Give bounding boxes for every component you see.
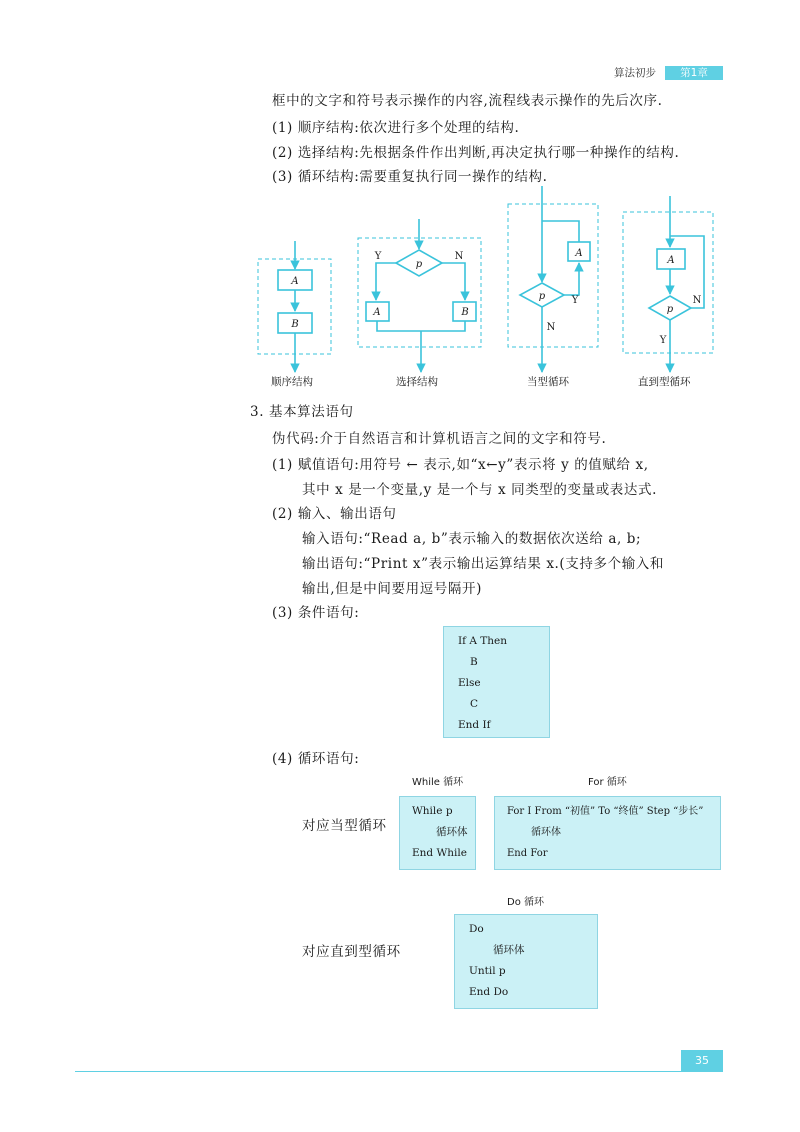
structure-sequence: (1) 顺序结构:依次进行多个处理的结构. [272,120,520,136]
code-line: End While [412,847,467,859]
until-frame [623,212,713,353]
for-box-heading: For 循环 [588,777,627,788]
sel-label-n: N [454,251,464,262]
sel-label-b: B [461,307,469,318]
code-line: Until p [469,965,506,977]
loop-heading: (4) 循环语句: [272,751,360,767]
chapter-badge: 第1章 [665,66,723,80]
code-line: B [470,656,478,668]
cond-heading: (3) 条件语句: [272,605,360,621]
code-line: 循环体 [436,826,468,838]
sel-label-p: p [415,259,423,270]
while-label-a: A [575,248,583,259]
code-line: 循环体 [531,827,561,838]
label-until-type: 对应直到型循环 [302,944,401,960]
io-heading: (2) 输入、输出语句 [272,506,397,522]
until-label-n: N [692,295,702,306]
sel-label-y: Y [374,251,382,262]
while-label-n: N [546,322,556,333]
caption-until: 直到型循环 [638,376,691,388]
code-line: Else [458,677,481,689]
code-line: 循环体 [493,944,525,956]
structure-selection: (2) 选择结构:先根据条件作出判断,再决定执行哪一种操作的结构. [272,145,680,161]
structure-loop: (3) 循环结构:需要重复执行同一操作的结构. [272,169,548,185]
while-box-heading: While 循环 [412,777,464,788]
code-line: Do [469,923,484,935]
sel-label-a: A [373,307,381,318]
seq-label-a: A [291,276,299,287]
until-label-p: p [666,304,674,315]
footer-rule [75,1071,723,1072]
page-number: 35 [681,1050,723,1071]
code-line: While p [412,805,453,817]
code-line: End If [458,719,491,731]
output-line-1: 输出语句:“Print x”表示输出运算结果 x.(支持多个输入和 [302,556,664,572]
output-line-2: 输出,但是中间要用逗号隔开) [302,581,482,597]
caption-while: 当型循环 [527,376,569,388]
assign-line-2: 其中 x 是一个变量,y 是一个与 x 同类型的变量或表达式. [302,482,657,498]
caption-sequence: 顺序结构 [271,376,313,388]
code-line: End For [507,848,548,859]
seq-label-b: B [291,319,299,330]
chapter-header-title: 算法初步 [614,67,656,79]
assign-line-1: (1) 赋值语句:用符号 ← 表示,如“x←y”表示将 y 的值赋给 x, [272,457,649,473]
while-label-y: Y [571,295,579,306]
while-label-p: p [538,291,546,302]
flowchart-figure [0,0,800,400]
caption-selection: 选择结构 [396,376,438,388]
intro-line: 框中的文字和符号表示操作的内容,流程线表示操作的先后次序. [272,93,663,109]
until-label-a: A [667,255,675,266]
for-code-box [494,796,721,870]
while-code-box [399,796,476,870]
if-code-box [443,626,550,738]
input-statement: 输入语句:“Read a, b”表示输入的数据依次送给 a, b; [302,531,642,547]
until-label-y: Y [659,335,667,346]
code-line: For I From “初值” To “终值” Step “步长” [507,806,704,817]
code-line: If A Then [458,635,508,647]
do-code-box [454,914,598,1009]
pseudocode-def: 伪代码:介于自然语言和计算机语言之间的文字和符号. [272,431,607,447]
code-line: End Do [469,986,509,998]
label-while-type: 对应当型循环 [302,818,387,834]
do-box-heading: Do 循环 [507,897,544,908]
code-line: C [470,698,479,710]
section-heading: 3. 基本算法语句 [250,404,354,420]
